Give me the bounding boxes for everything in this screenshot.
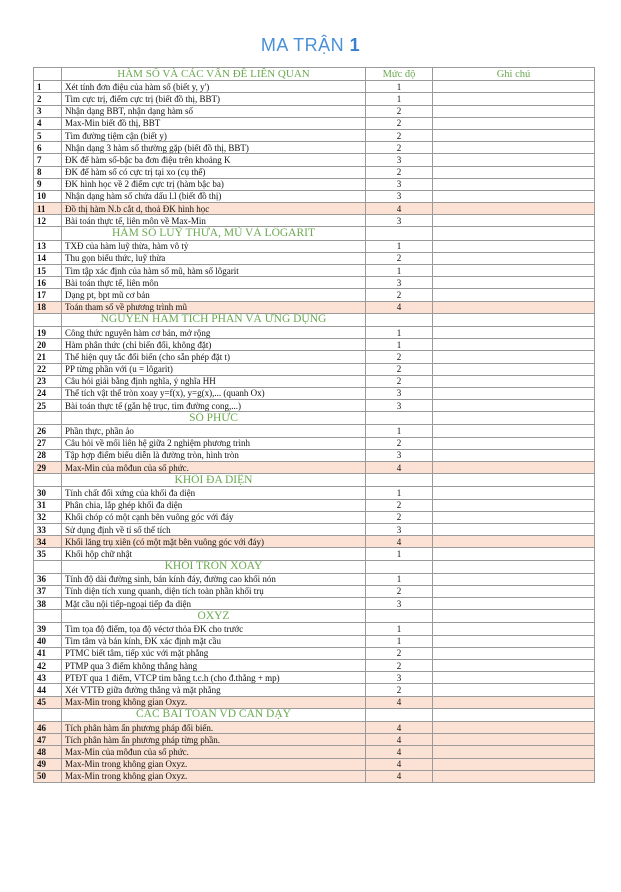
row-number: 24 <box>34 387 62 399</box>
row-number: 29 <box>34 462 62 474</box>
table-row <box>34 684 595 696</box>
row-note <box>433 548 595 560</box>
row-topic: Xét VTTĐ giữa đường thẳng và mặt phẳng <box>62 684 366 696</box>
row-topic: TXĐ của hàm luỹ thừa, hàm vô tỷ <box>62 240 366 252</box>
row-number: 19 <box>34 326 62 338</box>
section-note-cell <box>433 610 595 623</box>
row-note <box>433 647 595 659</box>
row-level: 4 <box>366 746 433 758</box>
row-note <box>433 154 595 166</box>
row-number: 33 <box>34 523 62 535</box>
row-topic: Dạng pt, bpt mũ cơ bản <box>62 289 366 301</box>
row-level: 3 <box>366 672 433 684</box>
section-title: KHỐI ĐA DIỆN <box>62 474 366 487</box>
row-note <box>433 523 595 535</box>
row-note <box>433 758 595 770</box>
table-row <box>34 178 595 190</box>
row-number: 14 <box>34 252 62 264</box>
section-level-cell <box>366 474 433 487</box>
section-index-cell <box>34 708 62 721</box>
row-note <box>433 129 595 141</box>
row-topic: ĐK để hàm số-bậc ba đơn điệu trên khoảng K <box>62 154 366 166</box>
row-topic: Tập hợp điểm biểu diễn là đường tròn, hình tròn <box>62 449 366 461</box>
page-title-text: MA TRẬN <box>260 35 345 55</box>
table-row <box>34 449 595 461</box>
table-row <box>34 499 595 511</box>
row-number: 35 <box>34 548 62 560</box>
row-topic: Công thức nguyên hàm cơ bản, mở rộng <box>62 326 366 338</box>
row-level: 1 <box>366 623 433 635</box>
row-number: 48 <box>34 746 62 758</box>
row-note <box>433 598 595 610</box>
row-note <box>433 770 595 782</box>
table-row <box>34 734 595 746</box>
row-note <box>433 660 595 672</box>
row-topic: Nhận dạng 3 hàm số thường gặp (biết đồ thị, BBT) <box>62 142 366 154</box>
table-row <box>34 573 595 585</box>
row-topic: Mặt cầu nội tiếp-ngoại tiếp đa diện <box>62 598 366 610</box>
header-note-cell: Ghi chú <box>433 68 595 81</box>
row-number: 30 <box>34 487 62 499</box>
table-row <box>34 487 595 499</box>
header-index-cell <box>34 68 62 81</box>
row-topic: Khối lăng trụ xiên (có một mặt bên vuông góc với đáy) <box>62 536 366 548</box>
row-note <box>433 190 595 202</box>
row-level: 3 <box>366 154 433 166</box>
row-topic: Thể hiện quy tắc đổi biến (cho sẵn phép đặt t) <box>62 351 366 363</box>
row-number: 20 <box>34 339 62 351</box>
row-topic: Bài toán thực tế, liên môn <box>62 277 366 289</box>
table-row <box>34 117 595 129</box>
header-level-cell: Mức độ <box>366 68 433 81</box>
row-number: 47 <box>34 734 62 746</box>
row-topic: Khối hộp chữ nhật <box>62 548 366 560</box>
row-level: 1 <box>366 548 433 560</box>
row-number: 16 <box>34 277 62 289</box>
row-level: 3 <box>366 190 433 202</box>
row-number: 3 <box>34 105 62 117</box>
section-index-cell <box>34 313 62 326</box>
row-level: 4 <box>366 721 433 733</box>
table-row <box>34 758 595 770</box>
table-row <box>34 363 595 375</box>
row-number: 49 <box>34 758 62 770</box>
row-number: 32 <box>34 511 62 523</box>
row-note <box>433 511 595 523</box>
row-number: 28 <box>34 449 62 461</box>
table-row <box>34 511 595 523</box>
row-level: 4 <box>366 536 433 548</box>
row-level: 2 <box>366 363 433 375</box>
row-level: 1 <box>366 240 433 252</box>
row-topic: PTĐT qua 1 điểm, VTCP tìm bằng t.c.h (cho đ.thẳng + mp) <box>62 672 366 684</box>
row-topic: Sử dụng định về tỉ số thể tích <box>62 523 366 535</box>
row-level: 3 <box>366 277 433 289</box>
section-note-cell <box>433 412 595 425</box>
row-number: 10 <box>34 190 62 202</box>
row-level: 2 <box>366 142 433 154</box>
row-level: 4 <box>366 203 433 215</box>
row-number: 22 <box>34 363 62 375</box>
header-row <box>34 68 595 81</box>
row-number: 8 <box>34 166 62 178</box>
table-row <box>34 721 595 733</box>
table-row <box>34 375 595 387</box>
row-level: 2 <box>366 252 433 264</box>
row-number: 34 <box>34 536 62 548</box>
row-topic: Hàm phân thức (chỉ biến đổi, không đặt) <box>62 339 366 351</box>
table-row <box>34 585 595 597</box>
row-note <box>433 573 595 585</box>
row-note <box>433 339 595 351</box>
row-level: 2 <box>366 585 433 597</box>
section-index-cell <box>34 474 62 487</box>
row-level: 2 <box>366 166 433 178</box>
row-level: 2 <box>366 375 433 387</box>
row-number: 25 <box>34 400 62 412</box>
table-row <box>34 277 595 289</box>
row-level: 4 <box>366 301 433 313</box>
section-note-cell <box>433 560 595 573</box>
row-level: 3 <box>366 387 433 399</box>
row-topic: Nhận dạng BBT, nhận dạng hàm số <box>62 105 366 117</box>
row-topic: Thu gọn biểu thức, luỹ thừa <box>62 252 366 264</box>
row-note <box>433 400 595 412</box>
row-note <box>433 265 595 277</box>
table-row <box>34 425 595 437</box>
table-row <box>34 265 595 277</box>
row-note <box>433 635 595 647</box>
section-note-cell <box>433 474 595 487</box>
row-number: 15 <box>34 265 62 277</box>
section-note-cell <box>433 313 595 326</box>
section-title: SỐ PHỨC <box>62 412 366 425</box>
row-note <box>433 375 595 387</box>
row-number: 43 <box>34 672 62 684</box>
section-note-cell <box>433 227 595 240</box>
table-row <box>34 142 595 154</box>
section-level-cell <box>366 227 433 240</box>
row-topic: Khối chóp có một cạnh bên vuông góc với đáy <box>62 511 366 523</box>
row-topic: Câu hỏi về mối liên hệ giữa 2 nghiệm phương trình <box>62 437 366 449</box>
row-level: 3 <box>366 523 433 535</box>
row-number: 27 <box>34 437 62 449</box>
table-row <box>34 746 595 758</box>
section-index-cell <box>34 227 62 240</box>
row-note <box>433 746 595 758</box>
row-topic: ĐK để hàm số có cực trị tại xo (cụ thể) <box>62 166 366 178</box>
row-note <box>433 93 595 105</box>
row-topic: Tìm đường tiệm cận (biết y) <box>62 129 366 141</box>
row-topic: Tìm cực trị, điểm cực trị (biết đồ thị, BBT) <box>62 93 366 105</box>
row-topic: Tìm tọa độ điểm, tọa độ véctơ thỏa ĐK cho trước <box>62 623 366 635</box>
table-row <box>34 437 595 449</box>
row-number: 41 <box>34 647 62 659</box>
row-level: 2 <box>366 660 433 672</box>
row-topic: Tìm tập xác định của hàm số mũ, hàm số lôgarit <box>62 265 366 277</box>
row-topic: PP từng phần với (u = lôgarit) <box>62 363 366 375</box>
table-row <box>34 623 595 635</box>
row-topic: PTMC biết tâm, tiếp xúc với mặt phẳng <box>62 647 366 659</box>
row-level: 2 <box>366 105 433 117</box>
row-topic: Max-Min biết đồ thị, BBT <box>62 117 366 129</box>
row-level: 1 <box>366 425 433 437</box>
row-level: 4 <box>366 462 433 474</box>
row-note <box>433 734 595 746</box>
row-note <box>433 425 595 437</box>
row-topic: Max-Min của môđun của số phức. <box>62 462 366 474</box>
row-level: 3 <box>366 400 433 412</box>
row-topic: PTMP qua 3 điểm không thẳng hàng <box>62 660 366 672</box>
table-row <box>34 252 595 264</box>
row-note <box>433 623 595 635</box>
row-level: 1 <box>366 487 433 499</box>
row-number: 1 <box>34 81 62 93</box>
row-number: 50 <box>34 770 62 782</box>
row-number: 13 <box>34 240 62 252</box>
row-topic: Tính độ dài đường sinh, bán kính đáy, đường cao khối nón <box>62 573 366 585</box>
row-note <box>433 289 595 301</box>
row-topic: Max-Min trong không gian Oxyz. <box>62 770 366 782</box>
table-row <box>34 93 595 105</box>
row-topic: Bài toán thực tế (gắn hệ trục, tìm đường cong,...) <box>62 400 366 412</box>
section-index-cell <box>34 412 62 425</box>
row-number: 42 <box>34 660 62 672</box>
table-row <box>34 770 595 782</box>
row-level: 1 <box>366 635 433 647</box>
row-topic: Tính chất đối xứng của khối đa diện <box>62 487 366 499</box>
table-row <box>34 301 595 313</box>
matrix-table <box>33 67 595 783</box>
row-level: 1 <box>366 339 433 351</box>
section-level-cell <box>366 560 433 573</box>
section-level-cell <box>366 610 433 623</box>
table-row <box>34 660 595 672</box>
section-index-cell <box>34 560 62 573</box>
row-number: 36 <box>34 573 62 585</box>
table-row <box>34 462 595 474</box>
row-note <box>433 178 595 190</box>
row-note <box>433 215 595 227</box>
row-level: 1 <box>366 573 433 585</box>
row-number: 11 <box>34 203 62 215</box>
row-note <box>433 721 595 733</box>
table-row <box>34 339 595 351</box>
row-number: 9 <box>34 178 62 190</box>
row-note <box>433 437 595 449</box>
section-title: OXYZ <box>62 610 366 623</box>
row-number: 46 <box>34 721 62 733</box>
row-number: 38 <box>34 598 62 610</box>
table-row <box>34 154 595 166</box>
row-topic: Phân chia, lắp ghép khối đa diện <box>62 499 366 511</box>
row-topic: Tính diện tích xung quanh, diện tích toàn phần khối trụ <box>62 585 366 597</box>
section-header-row <box>34 610 595 623</box>
section-level-cell <box>366 708 433 721</box>
row-level: 4 <box>366 770 433 782</box>
row-level: 2 <box>366 437 433 449</box>
row-topic: Phần thực, phần ảo <box>62 425 366 437</box>
table-row <box>34 647 595 659</box>
section-header-row <box>34 560 595 573</box>
row-level: 1 <box>366 326 433 338</box>
row-note <box>433 499 595 511</box>
row-note <box>433 536 595 548</box>
table-row <box>34 203 595 215</box>
row-note <box>433 387 595 399</box>
row-number: 4 <box>34 117 62 129</box>
row-note <box>433 487 595 499</box>
row-note <box>433 240 595 252</box>
row-topic: Toán tham số về phương trình mũ <box>62 301 366 313</box>
row-level: 2 <box>366 684 433 696</box>
row-topic: Tích phân hàm ẩn phương pháp từng phần. <box>62 734 366 746</box>
table-row <box>34 105 595 117</box>
row-level: 2 <box>366 117 433 129</box>
row-number: 23 <box>34 375 62 387</box>
section-level-cell <box>366 313 433 326</box>
row-number: 2 <box>34 93 62 105</box>
row-topic: Xét tính đơn điệu của hàm số (biết y, y') <box>62 81 366 93</box>
row-level: 4 <box>366 696 433 708</box>
table-row <box>34 129 595 141</box>
row-topic: Thể tích vật thể tròn xoay y=f(x), y=g(x),... (quanh Ox) <box>62 387 366 399</box>
row-number: 26 <box>34 425 62 437</box>
row-topic: Đồ thị hàm N.b cắt d, thoả ĐK hình học <box>62 203 366 215</box>
row-note <box>433 449 595 461</box>
row-level: 1 <box>366 265 433 277</box>
row-level: 2 <box>366 511 433 523</box>
row-level: 2 <box>366 289 433 301</box>
table-row <box>34 289 595 301</box>
table-row <box>34 81 595 93</box>
table-row <box>34 672 595 684</box>
row-note <box>433 117 595 129</box>
row-level: 2 <box>366 647 433 659</box>
table-row <box>34 351 595 363</box>
row-topic: Câu hỏi giải bằng định nghĩa, ý nghĩa HH <box>62 375 366 387</box>
row-topic: Max-Min của môđun của số phức. <box>62 746 366 758</box>
row-note <box>433 696 595 708</box>
row-level: 3 <box>366 598 433 610</box>
row-topic: Tích phân hàm ẩn phương pháp đổi biến. <box>62 721 366 733</box>
row-note <box>433 203 595 215</box>
row-number: 21 <box>34 351 62 363</box>
row-note <box>433 363 595 375</box>
row-level: 2 <box>366 129 433 141</box>
row-note <box>433 105 595 117</box>
page-title-number: 1 <box>349 35 361 55</box>
table-row <box>34 523 595 535</box>
row-level: 4 <box>366 758 433 770</box>
row-number: 37 <box>34 585 62 597</box>
table-row <box>34 400 595 412</box>
row-number: 6 <box>34 142 62 154</box>
row-note <box>433 672 595 684</box>
section-header-row <box>34 708 595 721</box>
row-number: 5 <box>34 129 62 141</box>
row-note <box>433 351 595 363</box>
row-topic: ĐK hình học về 2 điểm cực trị (hàm bậc ba) <box>62 178 366 190</box>
section-note-cell <box>433 708 595 721</box>
row-level: 1 <box>366 93 433 105</box>
table-row <box>34 166 595 178</box>
row-topic: Tìm tâm và bán kính, ĐK xác định mặt cầu <box>62 635 366 647</box>
table-row <box>34 635 595 647</box>
header-section-cell: HÀM SỐ VÀ CÁC VẤN ĐỀ LIÊN QUAN <box>62 68 366 81</box>
section-level-cell <box>366 412 433 425</box>
row-note <box>433 301 595 313</box>
row-level: 2 <box>366 499 433 511</box>
row-note <box>433 142 595 154</box>
row-number: 44 <box>34 684 62 696</box>
section-header-row <box>34 313 595 326</box>
row-number: 18 <box>34 301 62 313</box>
row-level: 4 <box>366 734 433 746</box>
table-row <box>34 536 595 548</box>
row-number: 17 <box>34 289 62 301</box>
table-row <box>34 548 595 560</box>
section-index-cell <box>34 610 62 623</box>
section-header-row <box>34 474 595 487</box>
matrix-body <box>34 68 595 783</box>
row-level: 3 <box>366 215 433 227</box>
row-number: 12 <box>34 215 62 227</box>
row-number: 45 <box>34 696 62 708</box>
row-level: 2 <box>366 351 433 363</box>
section-header-row <box>34 412 595 425</box>
row-number: 7 <box>34 154 62 166</box>
table-row <box>34 696 595 708</box>
table-row <box>34 190 595 202</box>
row-note <box>433 81 595 93</box>
row-topic: Nhận dạng hàm số chứa dấu l.l (biết đồ thị) <box>62 190 366 202</box>
page-title <box>0 35 621 56</box>
row-number: 31 <box>34 499 62 511</box>
row-number: 40 <box>34 635 62 647</box>
row-level: 3 <box>366 178 433 190</box>
section-title: NGUYÊN HÀM TÍCH PHÂN VÀ ỨNG DỤNG <box>62 313 366 326</box>
row-level: 3 <box>366 449 433 461</box>
row-note <box>433 166 595 178</box>
row-topic: Max-Min trong không gian Oxyz. <box>62 696 366 708</box>
section-header-row <box>34 227 595 240</box>
section-title: HÀM SỐ LUỸ THỪA, MŨ VÀ LÔGARIT <box>62 227 366 240</box>
section-title: CÁC BÀI TOÁN VD CẦN DẠY <box>62 708 366 721</box>
row-note <box>433 252 595 264</box>
row-topic: Bài toán thực tế, liên môn về Max-Min <box>62 215 366 227</box>
table-row <box>34 598 595 610</box>
row-topic: Max-Min trong không gian Oxyz. <box>62 758 366 770</box>
table-row <box>34 240 595 252</box>
row-number: 39 <box>34 623 62 635</box>
table-row <box>34 387 595 399</box>
row-note <box>433 326 595 338</box>
row-note <box>433 585 595 597</box>
row-note <box>433 684 595 696</box>
row-note <box>433 462 595 474</box>
table-row <box>34 215 595 227</box>
table-row <box>34 326 595 338</box>
row-note <box>433 277 595 289</box>
row-level: 1 <box>366 81 433 93</box>
section-title: KHỐI TRÒN XOAY <box>62 560 366 573</box>
